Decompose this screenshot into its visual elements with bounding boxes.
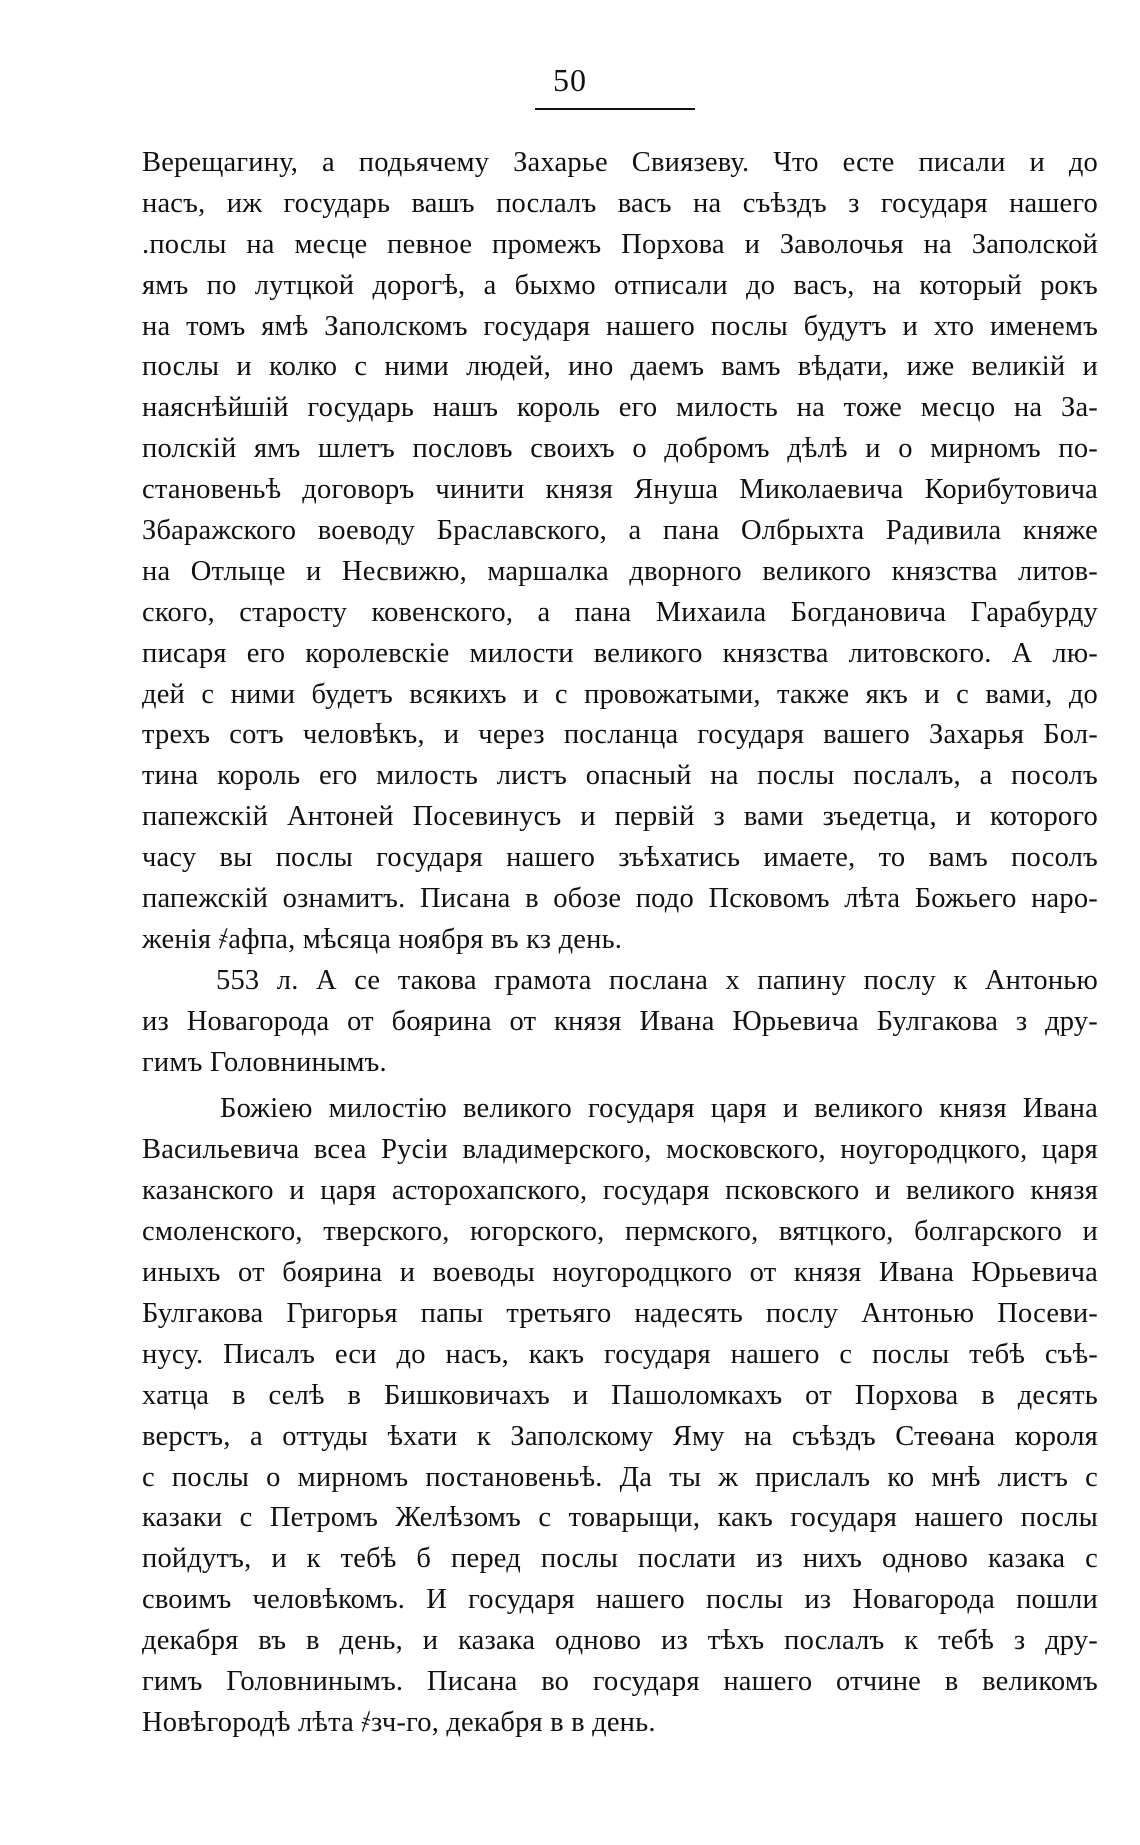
text-line: Булгакова Григорья папы третьяго надесять послу Антонью Посеви-	[142, 1297, 1098, 1329]
text-line: наяснѣйшій государь нашъ король его милость на тоже месцо на За-	[142, 392, 1098, 424]
text-line: становеньѣ договоръ чинити князя Януша Миколаевича Корибутовича	[142, 474, 1098, 506]
paragraph-1	[142, 143, 1098, 961]
text-line: Божіею милостію великого государя царя и великого князя Ивана	[220, 1093, 1098, 1125]
text-line: гимъ Головнинымъ. Писана во государя нашего отчине в великомъ	[142, 1665, 1098, 1697]
text-line: женія ҂афпа, мѣсяца ноября въ кз день.	[142, 923, 623, 955]
text-line: смоленского, тверского, югорского, пермского, вятцкого, болгарского и	[142, 1216, 1098, 1248]
text-line: часу вы послы государя нашего зъѣхатись имаете, то вамъ посолъ	[142, 842, 1098, 874]
text-line: послы и колко с ними людей, ино даемъ вамъ вѣдати, иже великій и	[142, 351, 1098, 383]
text-line: казаки с Петромъ Желѣзомъ с товарыщи, какъ государя нашего послы	[142, 1502, 1098, 1534]
text-line: хатца в селѣ в Бишковичахъ и Пашоломкахъ от Порхова в десять	[142, 1379, 1098, 1411]
text-line: Верещагину, а подьячему Захарье Свиязеву. Что есте писали и до	[142, 147, 1098, 178]
text-line: Новѣгородѣ лѣта ҂зч-го, декабря в в день.	[142, 1706, 656, 1738]
text-line: верстъ, а оттуды ѣхати к Заполскому Яму на съѣздъ Стеѳана короля	[142, 1420, 1098, 1452]
text-line: декабря въ в день, и казака одново из тѣхъ послалъ к тебѣ з дру-	[142, 1625, 1098, 1657]
text-line: на Отлыце и Несвижю, маршалка дворного великого князства литов-	[142, 555, 1098, 587]
text-line: пойдутъ, и к тебѣ б перед послы послати из нихъ одново казака с	[142, 1543, 1098, 1575]
text-line: .послы на месце певное промежъ Порхова и Заволочья на Заполской	[142, 228, 1098, 260]
page-number: 50	[553, 62, 587, 98]
text-line: Збаражского воеводу Браславского, а пана Олбрыхта Радивила княже	[142, 515, 1098, 547]
page-number-rule	[535, 108, 695, 110]
text-line: из Новагорода от боярина от князя Ивана Юрьевича Булгакова з дру-	[142, 1005, 1098, 1037]
text-line: папежскій ознамитъ. Писана в обозе подо Псковомъ лѣта Божьего наро-	[142, 883, 1098, 915]
text-line: дей с ними будетъ всякихъ и с провожатыми, также якъ и с вами, до	[142, 678, 1098, 710]
text-line: Васильевича всеа Русіи владимерского, московского, ноугородцкого, царя	[142, 1134, 1098, 1166]
text-line: ского, старосту ковенского, а пана Михаила Богдановича Гарабурду	[142, 596, 1098, 628]
text-line: нусу. Писалъ еси до насъ, какъ государя нашего с послы тебѣ съѣ-	[142, 1338, 1098, 1370]
paragraph-3	[142, 1089, 1098, 1743]
text-line: насъ, иж государь вашъ послалъ васъ на съѣздъ з государя нашего	[142, 187, 1098, 219]
text-line: на томъ ямѣ Заполскомъ государя нашего послы будутъ и хто именемъ	[142, 310, 1098, 342]
text-line: казанского и царя асторохапского, государя псковского и великого князя	[142, 1175, 1098, 1207]
text-line: иныхъ от боярина и воеводы ноугородцкого от князя Ивана Юрьевича	[142, 1257, 1098, 1289]
text-line: 553 л. А се такова грамота послана х папину послу к Антонью	[216, 964, 1098, 996]
text-line: полскій ямъ шлетъ пословъ своихъ о добромъ дѣлѣ и о мирномъ по-	[142, 433, 1098, 465]
text-line: папежскій Антоней Посевинусъ и первій з вами зъедетца, и которого	[142, 801, 1098, 833]
text-line: с послы о мирномъ постановеньѣ. Да ты ж прислалъ ко мнѣ листъ с	[142, 1461, 1098, 1493]
text-line: своимъ человѣкомъ. И государя нашего послы из Новагорода пошли	[142, 1584, 1098, 1616]
paragraph-2	[142, 961, 1098, 1084]
text-line: ямъ по лутцкой дорогѣ, а быхмо отписали до васъ, на который рокъ	[142, 269, 1098, 301]
body-text	[142, 143, 1098, 1744]
text-line: трехъ сотъ человѣкъ, и через посланца государя вашего Захарья Бол-	[142, 719, 1098, 751]
text-line: гимъ Головнинымъ.	[142, 1046, 387, 1078]
text-line: писаря его королевскіе милости великого князства литовского. А лю-	[142, 637, 1098, 669]
text-line: тина король его милость листъ опасный на послы послалъ, а посолъ	[142, 760, 1098, 792]
